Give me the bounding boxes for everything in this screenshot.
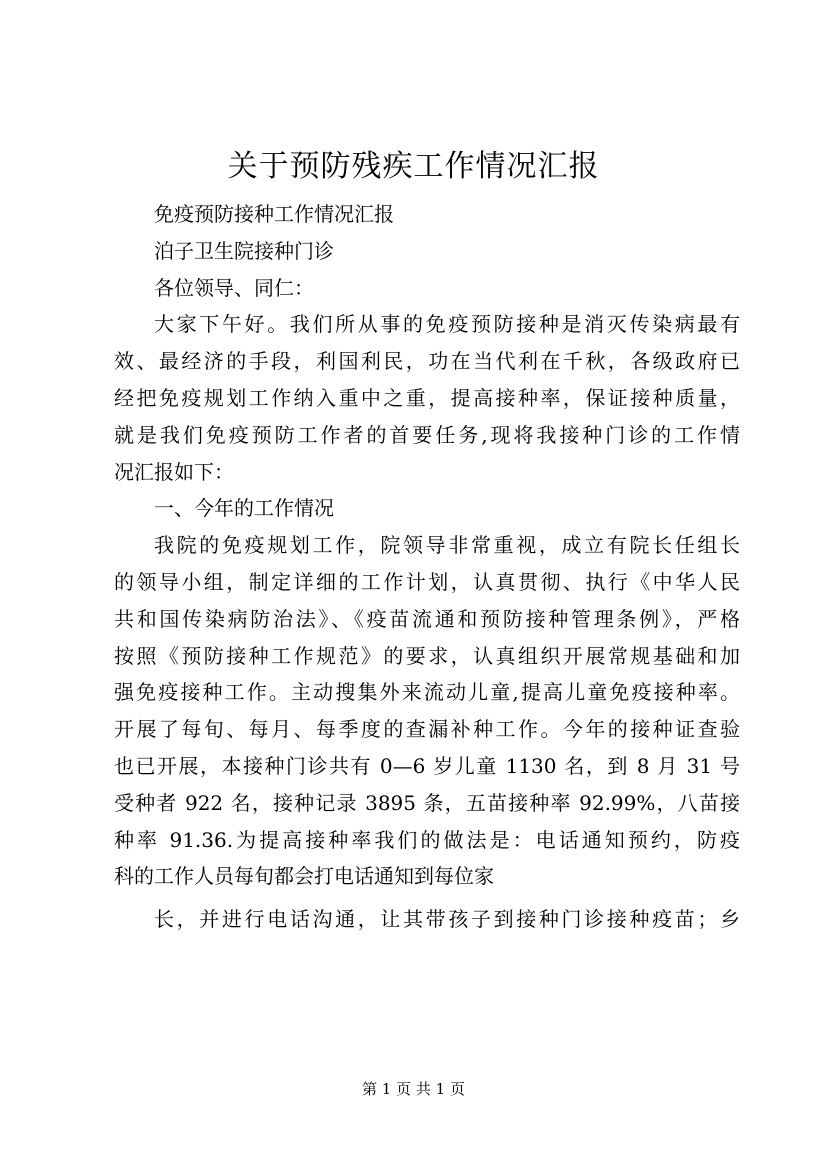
page-number-footer: 第 1 页 共 1 页	[362, 1080, 465, 1098]
body-line: 的领导小组，制定详细的工作计划，认真贯彻、执行《中华人民	[114, 569, 740, 594]
body-line: 就是我们免疫预防工作者的首要任务,现将我接种门诊的工作情	[114, 422, 740, 447]
body-line: 开展了每旬、每月、每季度的查漏补种工作。今年的接种证查验	[114, 717, 740, 742]
body-line-subtitle: 免疫预防接种工作情况汇报	[154, 202, 394, 226]
body-line: 科的工作人员每旬都会打电话通知到每位家	[114, 864, 494, 889]
body-line: 我院的免疫规划工作，院领导非常重视，成立有院长任组长	[154, 533, 740, 558]
body-line: 种率 91.36.为提高接种率我们的做法是：电话通知预约，防疫	[114, 827, 740, 852]
body-line: 强免疫接种工作。主动搜集外来流动儿童,提高儿童免疫接种率。	[114, 680, 740, 705]
document-body	[114, 196, 740, 938]
body-line: 长，并进行电话沟通，让其带孩子到接种门诊接种疫苗；乡	[154, 907, 740, 932]
body-line: 也已开展，本接种门诊共有 0—6 岁儿童 1130 名，到 8 月 31 号	[114, 753, 740, 778]
body-line-organization: 泊子卫生院接种门诊	[154, 238, 334, 263]
body-line: 效、最经济的手段，利国利民，功在当代利在千秋，各级政府已	[114, 349, 740, 374]
body-line: 大家下午好。我们所从事的免疫预防接种是消灭传染病最有	[154, 312, 740, 337]
body-line: 受种者 922 名，接种记录 3895 条，五苗接种率 92.99%，八苗接	[114, 790, 740, 815]
section-heading: 一、今年的工作情况	[154, 496, 334, 521]
body-line: 况汇报如下：	[114, 459, 234, 484]
body-line: 共和国传染病防治法》、《疫苗流通和预防接种管理条例》，严格	[114, 606, 740, 631]
document-title: 关于预防残疾工作情况汇报	[227, 149, 600, 184]
body-line-salutation: 各位领导、同仁：	[154, 275, 314, 300]
body-line: 经把免疫规划工作纳入重中之重，提高接种率，保证接种质量，	[114, 385, 740, 410]
body-line: 按照《预防接种工作规范》的要求，认真组织开展常规基础和加	[114, 643, 740, 668]
